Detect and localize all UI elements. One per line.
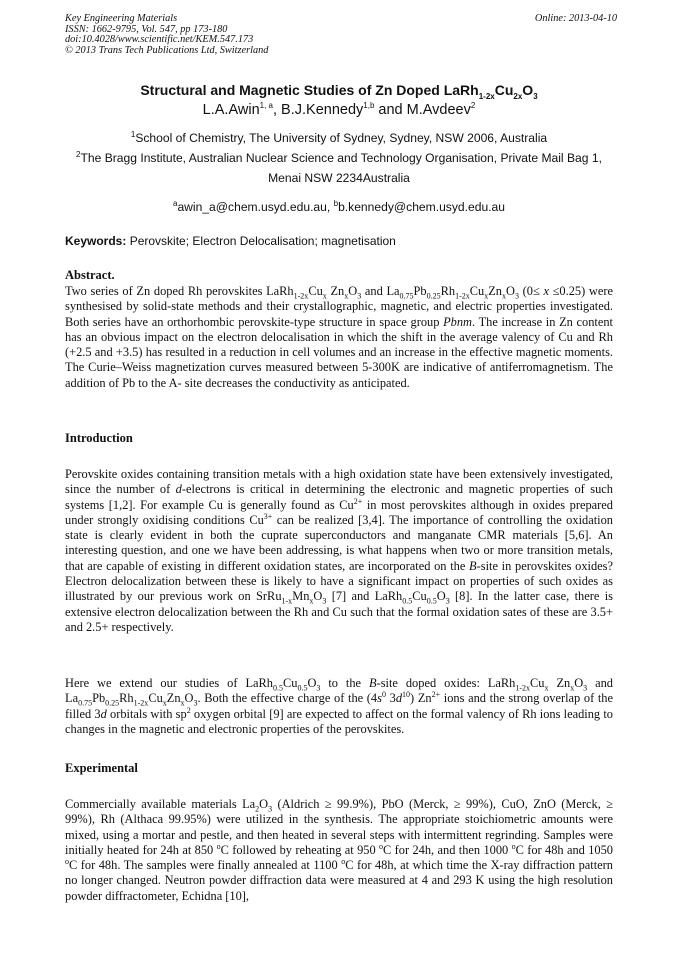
- issn-line: ISSN: 1662-9795, Vol. 547, pp 173-180: [65, 23, 228, 35]
- online-date: Online: 2013-04-10: [534, 13, 617, 24]
- abstract-body: Two series of Zn doped Rh perovskites $LaRh_{1-2x}Cu_x$ $Zn_xO_3$ and $La_{0.75}Pb_{0.25}Rh_{1-2x}Cu_xZn_xO_3$ (0≤ x ≤0.25) were synthesised by solid-state methods and their crystallographic, magnetic, and electric properties investigated. Both series have an orthorhombic perovskite-type structure in space group Pbnm. The increase in Zn content has an obvious impact on the electron delocalisation in which the shift in the average valency of Cu and Rh (+2.5 and +3.5) has resulted in a reduction in cell volumes and an increase in the effective magnetic moments. The Curie–Weiss magnetization curves measured between 5-300K are indicative of antiferromagnetism. The addition of Pb to the A- site decreases the conductivity as anticipated.: [65, 284, 613, 390]
- keywords: Keywords: Perovskite; Electron Delocalisation; magnetisation: [65, 234, 396, 248]
- experimental-paragraph: Commercially available materials $La_2O_3$ (Aldrich ≥ 99.9%), PbO (Merck, ≥ 99%), CuO, ZnO (Merck, ≥ 99%), Rh (Althaca 99.95%) were utilized in the synthesis. The appropriate stoichiometric amounts were mixed, using a mortar and pestle, and then heated in several steps with intermittent regrinding. Samples were initially heated for 24h at 850 $^o$C followed by reheating at 950 $^o$C for 24h, and then 1000 $^o$C for 48h and 1050 $^o$C for 48h. The samples were finally annealed at 1100 $^o$C for 48h, at which time the X-ray diffraction pattern no longer changed. Neutron powder diffraction data were measured at 4 and 293 K using the high resolution powder diffractometer, Echidna [10],: [65, 797, 614, 903]
- journal-name: Key Engineering Materials: [65, 13, 178, 24]
- paper-title: Structural and Magnetic Studies of Zn Doped $LaRh_{1-2x}Cu_{2x}O_3$: [140, 82, 538, 101]
- experimental-heading: Experimental: [65, 761, 138, 775]
- affiliation-1: $^1$School of Chemistry, The University of Sydney, Sydney, NSW 2006, Australia: [130, 129, 548, 145]
- copyright-line: © 2013 Trans Tech Publications Ltd, Switzerland: [65, 44, 269, 56]
- email-addresses: $^a$awin_a@chem.usyd.edu.au, $^b$b.kennedy@chem.usyd.edu.au: [173, 198, 505, 214]
- affiliation-2: $^2$The Bragg Institute, Australian Nuclear Science and Technology Organisation, Private Mail Bag 1, Menai NSW 2234Australia: [76, 149, 602, 185]
- introduction-paragraph-1: Perovskite oxides containing transition metals with a high oxidation state have been extensively investigated, since the number of d-electrons is critical in determining the electronic and magnetic properties of such systems [1,2]. For example Cu is generally found as $Cu^{2+}$ in most perovskites although in oxides prepared under strongly oxidising conditions $Cu^{3+}$ can be realized [3,4]. The importance of controlling the oxidation state is clearly evident in both the cuprate superconductors and manganate CMR materials [5,6]. An interesting question, and one we have been addressing, is what happens when two or more transition metals, that are capable of existing in different oxidation states, are incorporated on the B-site in perovskites oxides? Electron delocalization between these is likely to have a significant impact on properties of such oxides as illustrated by our previous work on $SrRu_{1-x}Mn_xO_3$ [7] and $LaRh_{0.5}Cu_{0.5}O_3$ [8]. In the latter case, there is extensive electron delocalization between the Rh and Cu such that the formal oxidation sates of these are 3.5+ and 2.5+ respectively.: [65, 467, 613, 634]
- doi-line: doi:10.4028/www.scientific.net/KEM.547.173: [65, 34, 254, 46]
- author-list: L.A.Awin$^{1, a}$, B.J.Kennedy$^{1,b}$ and M.Avdeev$^2$: [202, 101, 476, 118]
- abstract-heading: Abstract.: [65, 268, 115, 282]
- introduction-heading: Introduction: [65, 431, 133, 445]
- journal-header: [65, 14, 617, 56]
- introduction-paragraph-2: Here we extend our studies of $LaRh_{0.5}Cu_{0.5}O_3$ to the B-site doped oxides: $LaRh_{1-2x}Cu_x$ $Zn_xO_3$ and $La_{0.75}Pb_{0.25}Rh_{1-2x}Cu_xZn_xO_3$. Both the effective charge of the ($4s^0$ $3d^{10}$) $Zn^{2+}$ ions and the strong overlap of the filled 3d orbitals with $sp^2$ oxygen orbital [9] are expected to affect on the formal valency of Rh ions leading to changes in the magnetic and electronic properties of the perovskites.: [65, 676, 614, 736]
